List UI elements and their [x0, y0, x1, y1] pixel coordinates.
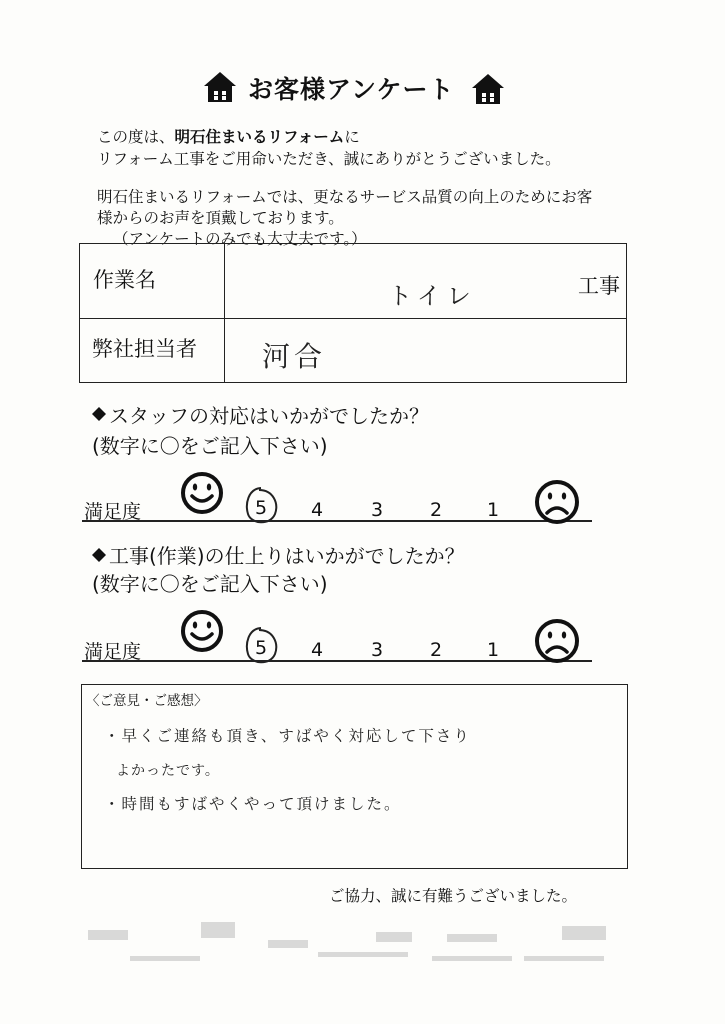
scan-noise — [130, 956, 200, 961]
sad-face-icon — [534, 618, 580, 664]
selection-circle — [242, 624, 280, 668]
staff-label: 弊社担当者 — [92, 337, 197, 361]
q1-scale-5[interactable]: 5 — [255, 497, 268, 519]
q2-scale-2[interactable]: 2 — [430, 639, 443, 661]
happy-face-icon — [180, 471, 224, 515]
thanks-message: ご協力、誠に有難うございました。 — [329, 887, 578, 905]
comment-line-3[interactable]: ・時間もすばやくやって頂けました。 — [104, 795, 402, 813]
comment-line-2[interactable]: よかったです。 — [116, 763, 220, 779]
q1-satisfaction-line — [82, 520, 592, 522]
company-name: 明石住まいるリフォーム — [174, 128, 345, 146]
staff-value[interactable]: 河合 — [262, 340, 327, 373]
scan-noise — [88, 930, 128, 940]
scan-noise — [562, 926, 606, 940]
house-icon — [203, 70, 237, 104]
q2-satisfaction-label: 満足度 — [84, 641, 142, 663]
intro-line-4: 様からのお声を頂戴しております。 — [97, 209, 344, 227]
q1-scale-3[interactable]: 3 — [371, 499, 384, 521]
scan-noise — [447, 934, 497, 942]
intro-suffix: に — [344, 128, 360, 146]
diamond-bullet-icon — [91, 406, 107, 422]
work-value[interactable]: トイレ — [388, 282, 477, 310]
q2-scale-1[interactable]: 1 — [487, 639, 500, 661]
q1-instruction: (数字に〇をご記入下さい) — [92, 434, 328, 458]
q1-scale-2[interactable]: 2 — [430, 499, 443, 521]
house-icon — [471, 72, 505, 106]
work-suffix: 工事 — [578, 274, 620, 298]
q2-instruction: (数字に〇をご記入下さい) — [92, 572, 328, 596]
intro-prefix: この度は、 — [97, 128, 175, 146]
q2-scale-5[interactable]: 5 — [255, 637, 268, 659]
scan-noise — [376, 932, 412, 942]
comment-line-1[interactable]: ・早くご連絡も頂き、すばやく対応して下さり — [104, 727, 471, 745]
q2-scale-4[interactable]: 4 — [311, 639, 324, 661]
intro-line-1 — [97, 127, 360, 147]
q1-scale-4[interactable]: 4 — [311, 499, 324, 521]
q1-title: スタッフの対応はいかがでしたか？ — [109, 404, 429, 428]
intro-line-2: リフォーム工事をご用命いただき、誠にありがとうございました。 — [97, 150, 561, 168]
scan-noise — [432, 956, 512, 961]
sad-face-icon — [534, 479, 580, 525]
q1-satisfaction-label: 満足度 — [84, 501, 142, 523]
q2-title: 工事(作業)の仕上りはいかがでしたか？ — [109, 544, 465, 568]
q1-scale-1[interactable]: 1 — [487, 499, 500, 521]
work-label: 作業名 — [93, 268, 156, 292]
diamond-bullet-icon — [91, 547, 107, 563]
q2-satisfaction-line — [82, 660, 592, 662]
scan-noise — [524, 956, 604, 961]
scan-noise — [318, 952, 408, 957]
intro-line-3: 明石住まいるリフォームでは、更なるサービス品質の向上のためにお客 — [97, 188, 593, 206]
scan-noise — [268, 940, 308, 948]
intro-line-5: （アンケートのみでも大丈夫です。） — [113, 230, 367, 248]
comment-label: 〈ご意見・ご感想〉 — [86, 693, 208, 709]
page-title: お客様アンケート — [248, 75, 455, 104]
selection-circle — [242, 484, 280, 528]
q2-scale-3[interactable]: 3 — [371, 639, 384, 661]
happy-face-icon — [180, 609, 224, 653]
scan-noise — [201, 922, 235, 938]
